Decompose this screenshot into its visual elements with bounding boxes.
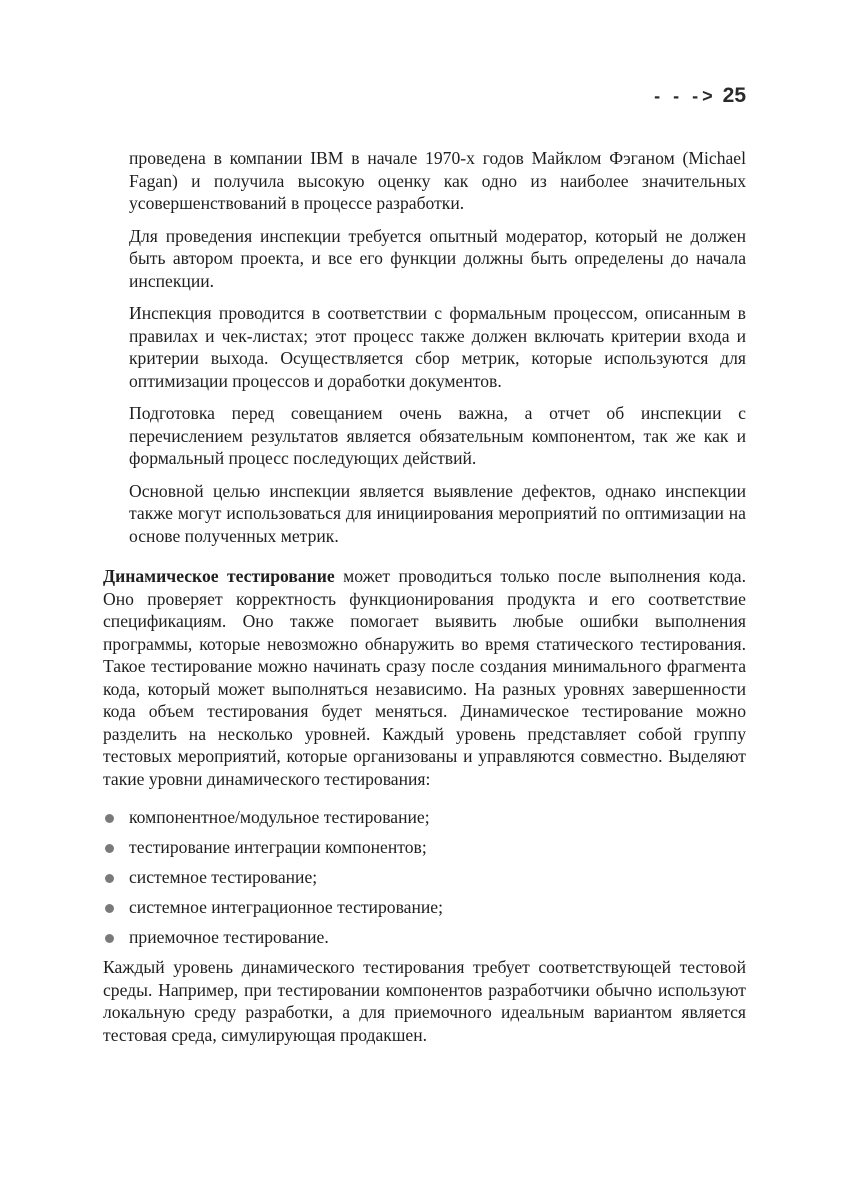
paragraph: проведена в компании IBM в начале 1970-х годов Майклом Фэганом (Michael Fagan) и получила высокую оценку как одно из наиболее значительных усовершенствований в процессе разработки. xyxy=(129,148,746,213)
page-number: 25 xyxy=(722,84,746,107)
paragraph: Для проведения инспекции требуется опытный модератор, который не должен быть автором проекта, и все его функции должны быть определены до начала инспекции. xyxy=(129,225,746,291)
list-item-text: системное тестирование; xyxy=(129,867,318,887)
bullet-icon xyxy=(105,934,114,943)
page-header xyxy=(654,84,746,108)
list-item-text: компонентное/модульное тестирование; xyxy=(129,807,430,827)
dynamic-testing-term: Динамическое тестирование xyxy=(103,566,335,586)
list-item-text: приемочное тестирование. xyxy=(129,927,329,947)
list-item-text: системное интеграционное тестирование; xyxy=(129,897,443,917)
list-item-text: тестирование интеграции компонентов; xyxy=(129,837,427,857)
bullet-icon xyxy=(105,844,114,853)
list-item xyxy=(103,866,746,889)
closing-paragraph: Каждый уровень динамического тестирования требует соответствующей тестовой среды. Например, при тестировании компонентов разработчики обычно используют локальную среду разработки, а для приемочного идеальным вариантом является тестовая среда, симулирующая продакшен. xyxy=(103,957,746,1045)
header-arrow-icon: - - -> xyxy=(654,85,717,106)
dynamic-testing-text: может проводиться только после выполнения кода. Оно проверяет корректность функционирования продукта и его соответствие спецификациям. Оно также помогает выявить любые ошибки выполнения программы, которые невозможно обнаружить во время статического тестирования. Такое тестирование можно начинать сразу после создания минимального фрагмента кода, который может выполняться независимо. На разных уровнях завершенности кода объем тестирования будет меняться. Динамическое тестирование можно разделить на несколько уровней. Каждый уровень представляет собой группу тестовых мероприятий, которые организованы и управляются совместно. Выделяют такие уровни динамического тестирования: xyxy=(103,566,746,789)
list-item xyxy=(103,836,746,859)
dynamic-testing-section xyxy=(103,565,746,1046)
dynamic-testing-paragraph xyxy=(103,565,746,790)
paragraph: Подготовка перед совещанием очень важна, а отчет об инспекции с перечислением результатов является обязательным компонентом, так же как и формальный процесс последующих действий. xyxy=(129,403,746,468)
testing-levels-list xyxy=(103,806,746,949)
list-item xyxy=(103,896,746,919)
paragraph: Инспекция проводится в соответствии с формальным процессом, описанным в правилах и чек-листах; этот процесс также должен включать критерии входа и критерии выхода. Осуществляется сбор метрик, которые используются для оптимизации процессов и доработки документов. xyxy=(129,303,746,391)
list-item xyxy=(103,806,746,829)
bullet-icon xyxy=(105,874,114,883)
paragraph: Основной целью инспекции является выявление дефектов, однако инспекции также могут использоваться для инициирования мероприятий по оптимизации на основе полученных метрик. xyxy=(129,480,746,546)
list-item xyxy=(103,926,746,949)
page-content xyxy=(103,147,746,1046)
bullet-icon xyxy=(105,904,114,913)
bullet-icon xyxy=(105,814,114,823)
inspection-section xyxy=(103,147,746,547)
